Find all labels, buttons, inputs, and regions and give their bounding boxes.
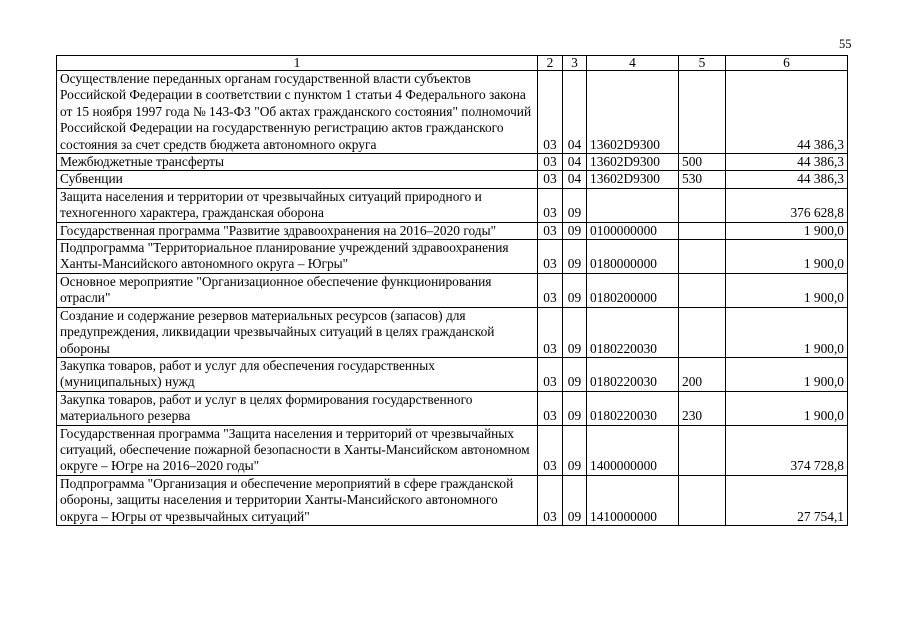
table-row [57,391,848,425]
cell-amount: 44 386,3 [726,154,848,171]
cell-section: 03 [538,71,563,154]
cell-section: 03 [538,475,563,525]
cell-expense-type [679,475,726,525]
cell-section: 03 [538,240,563,274]
table-row [57,357,848,391]
cell-name: Закупка товаров, работ и услуг для обеспечения государственных (муниципальных) нужд [57,357,538,391]
cell-target: 13602D9300 [587,171,679,188]
cell-target: 0180000000 [587,240,679,274]
cell-expense-type [679,425,726,475]
table-row [57,273,848,307]
cell-section: 03 [538,222,563,239]
cell-amount: 44 386,3 [726,171,848,188]
cell-amount: 376 628,8 [726,188,848,222]
cell-name: Государственная программа "Развитие здравоохранения на 2016–2020 годы" [57,222,538,239]
cell-amount: 27 754,1 [726,475,848,525]
cell-target: 13602D9300 [587,154,679,171]
cell-subsection: 04 [563,171,587,188]
table-row [57,71,848,154]
cell-target: 0180200000 [587,273,679,307]
cell-expense-type [679,188,726,222]
cell-expense-type [679,71,726,154]
cell-section: 03 [538,391,563,425]
cell-name: Создание и содержание резервов материальных ресурсов (запасов) для предупреждения, ликвидации чрезвычайных ситуаций в целях гражданской обороны [57,307,538,357]
header-cell-name: 1 [57,56,538,71]
cell-amount: 44 386,3 [726,71,848,154]
header-cell-subsection: 3 [563,56,587,71]
header-cell-amount: 6 [726,56,848,71]
cell-expense-type: 530 [679,171,726,188]
cell-name: Защита населения и территории от чрезвычайных ситуаций природного и техногенного характера, гражданская оборона [57,188,538,222]
cell-target: 1410000000 [587,475,679,525]
cell-expense-type: 230 [679,391,726,425]
header-cell-section: 2 [538,56,563,71]
cell-subsection: 09 [563,425,587,475]
cell-section: 03 [538,425,563,475]
cell-amount: 1 900,0 [726,307,848,357]
cell-section: 03 [538,188,563,222]
cell-subsection: 09 [563,240,587,274]
cell-subsection: 09 [563,188,587,222]
cell-amount: 1 900,0 [726,240,848,274]
cell-expense-type [679,273,726,307]
cell-subsection: 04 [563,154,587,171]
table-row [57,425,848,475]
page-number: 55 [839,37,852,51]
cell-name: Подпрограмма "Организация и обеспечение мероприятий в сфере гражданской обороны, защиты населения и территории Ханты-Мансийского автономного округа – Югры от чрезвычайных ситуаций" [57,475,538,525]
cell-name: Закупка товаров, работ и услуг в целях формирования государственного материального резерва [57,391,538,425]
cell-name: Межбюджетные трансферты [57,154,538,171]
table-row [57,171,848,188]
table-row [57,475,848,525]
cell-target: 13602D9300 [587,71,679,154]
header-row [57,56,848,71]
cell-section: 03 [538,273,563,307]
cell-subsection: 09 [563,357,587,391]
header-cell-target: 4 [587,56,679,71]
cell-subsection: 04 [563,71,587,154]
cell-name: Подпрограмма "Территориальное планирование учреждений здравоохранения Ханты-Мансийского автономного округа – Югры" [57,240,538,274]
cell-amount: 374 728,8 [726,425,848,475]
cell-expense-type: 200 [679,357,726,391]
header-cell-expense-type: 5 [679,56,726,71]
cell-name: Основное мероприятие "Организационное обеспечение функционирования отрасли" [57,273,538,307]
cell-target: 0100000000 [587,222,679,239]
cell-name: Государственная программа "Защита населения и территорий от чрезвычайных ситуаций, обеспечение пожарной безопасности в Ханты-Мансийском автономном округе – Югре на 2016–2020 годы" [57,425,538,475]
table-row [57,154,848,171]
cell-expense-type [679,222,726,239]
cell-target: 1400000000 [587,425,679,475]
cell-subsection: 09 [563,273,587,307]
cell-target: 0180220030 [587,307,679,357]
table-row [57,307,848,357]
table-header [57,56,848,71]
cell-section: 03 [538,307,563,357]
table-row [57,188,848,222]
cell-target: 0180220030 [587,357,679,391]
cell-amount: 1 900,0 [726,222,848,239]
table-body [57,71,848,526]
cell-subsection: 09 [563,222,587,239]
cell-name: Субвенции [57,171,538,188]
cell-section: 03 [538,357,563,391]
cell-subsection: 09 [563,475,587,525]
cell-target [587,188,679,222]
table-row [57,240,848,274]
cell-subsection: 09 [563,307,587,357]
cell-name: Осуществление переданных органам государственной власти субъектов Российской Федерации в соответствии с пунктом 1 статьи 4 Федерального закона от 15 ноября 1997 года № 143-ФЗ "Об актах гражданского состояния" полномочий Российской Федерации на государственную регистрацию актов гражданского состояния за счет средств бюджета автономного округа [57,71,538,154]
cell-expense-type [679,307,726,357]
budget-table [56,55,848,526]
cell-amount: 1 900,0 [726,357,848,391]
cell-amount: 1 900,0 [726,391,848,425]
cell-section: 03 [538,154,563,171]
cell-subsection: 09 [563,391,587,425]
cell-target: 0180220030 [587,391,679,425]
cell-expense-type [679,240,726,274]
cell-expense-type: 500 [679,154,726,171]
cell-section: 03 [538,171,563,188]
cell-amount: 1 900,0 [726,273,848,307]
table-row [57,222,848,239]
